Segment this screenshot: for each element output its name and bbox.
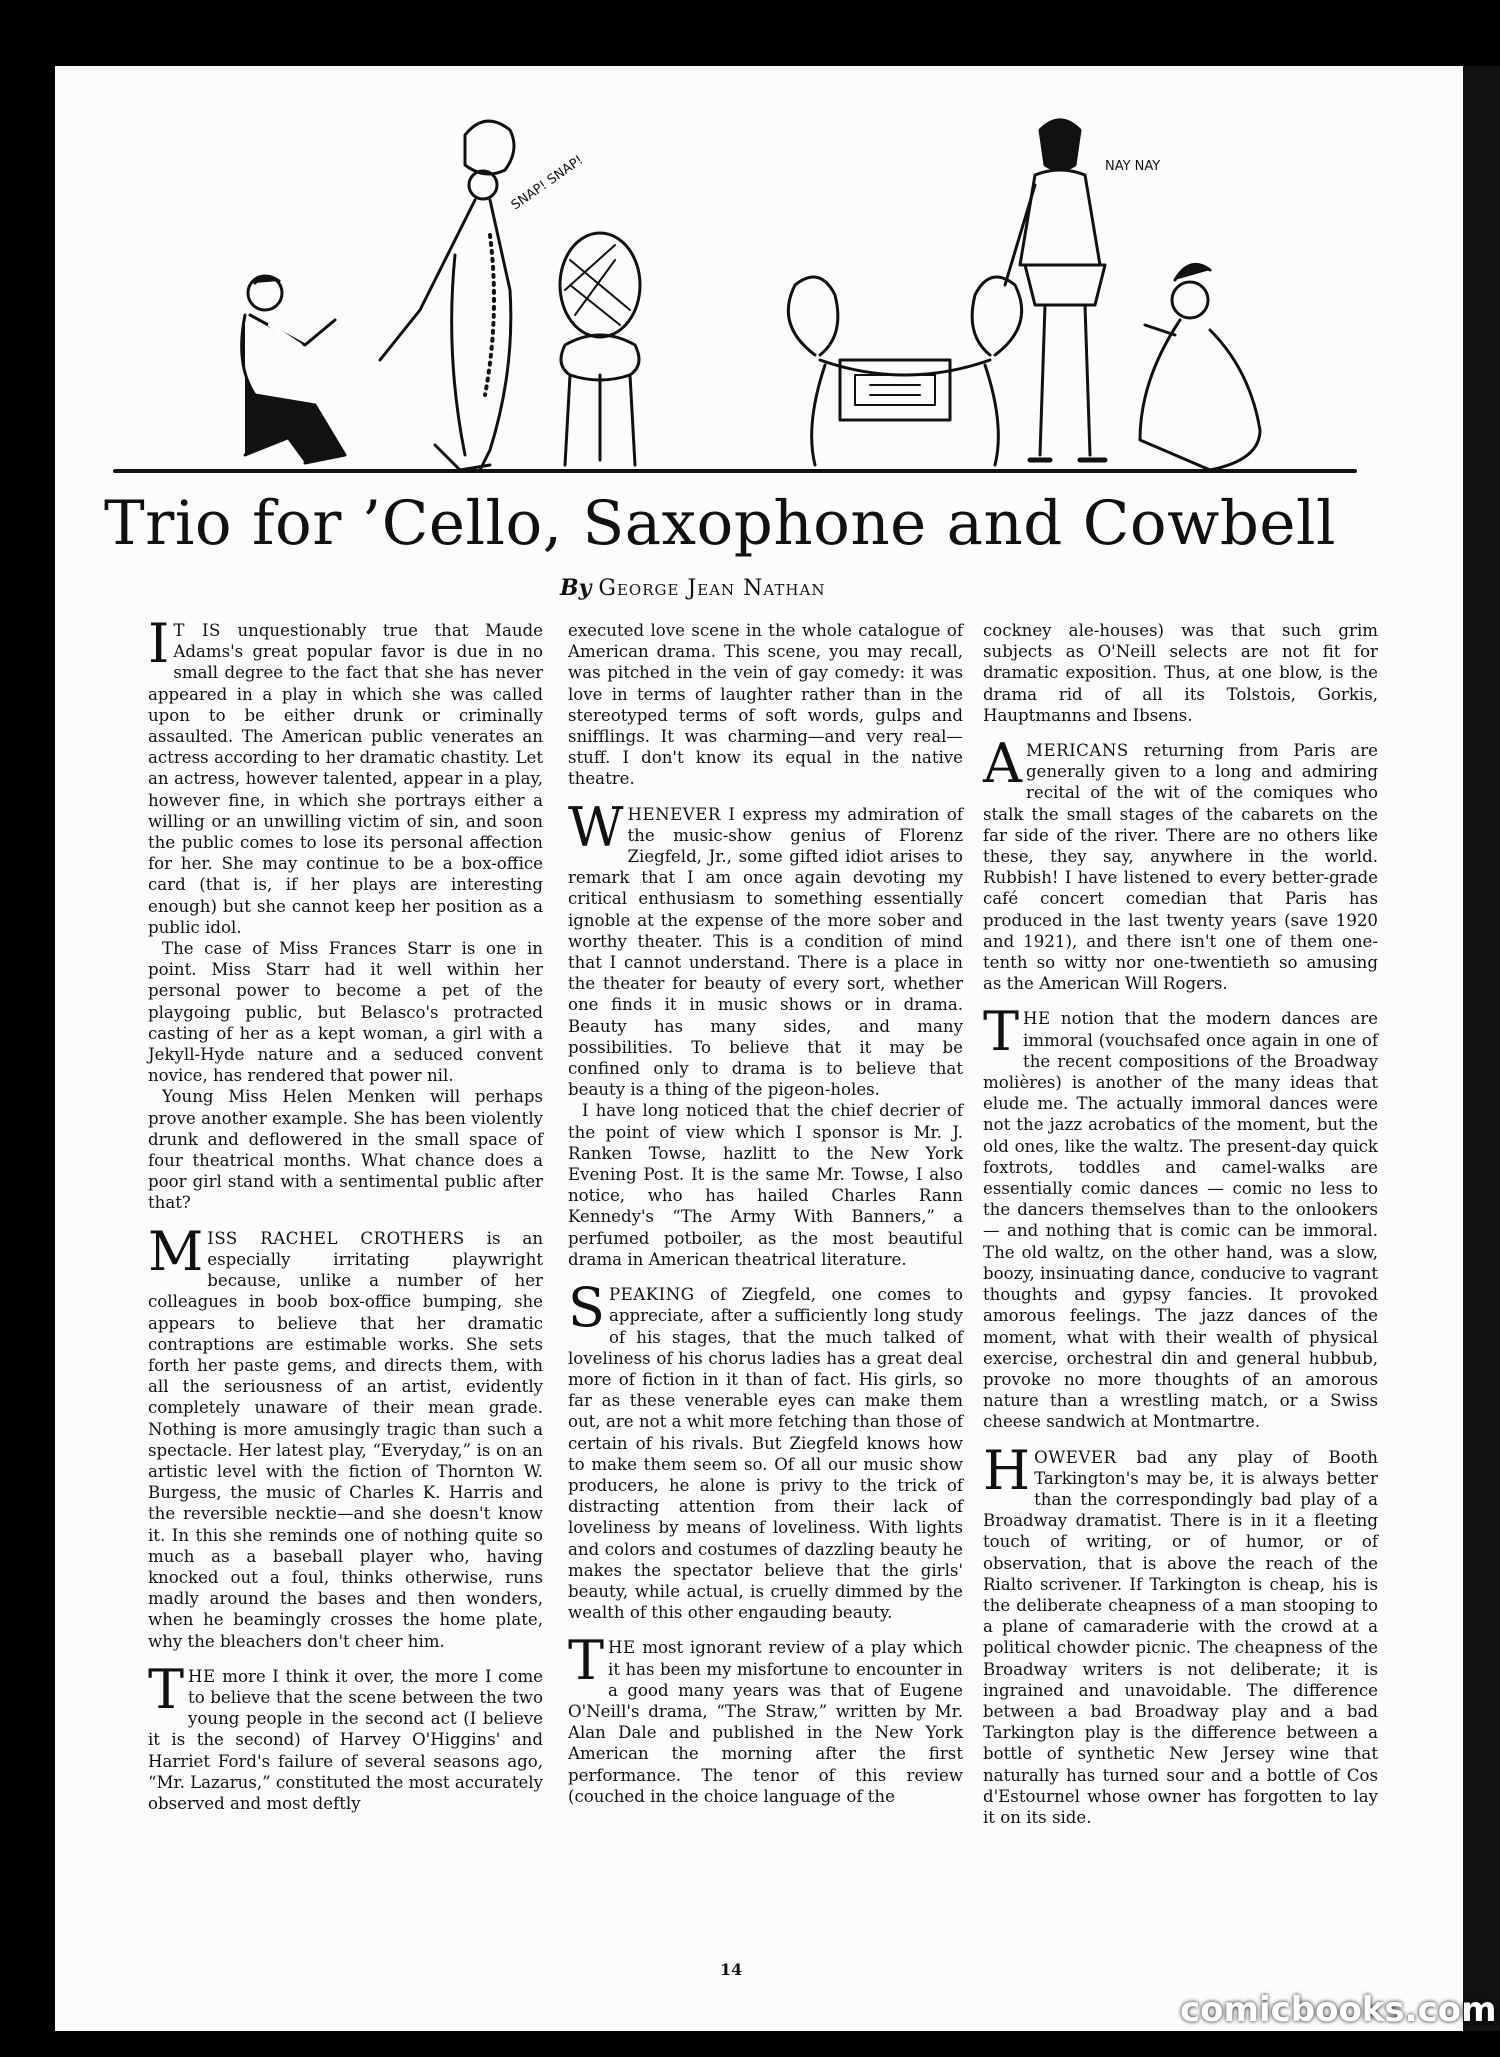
paragraph	[568, 1276, 963, 1623]
paragraph	[568, 795, 963, 1101]
paragraph	[983, 732, 1378, 994]
paragraph	[568, 1100, 963, 1270]
paragraph-text: of Ziegfeld, one comes to appreciate, after a sufficiently long study of his stages, that the much talked of loveliness of his chorus ladies has a great deal more of fiction in it than of fact. His girls, so far as these venerable eyes can make them out, are not a whit more fetching than those of certain of his rivals. But Ziegfeld knows how to make them seem so. Of all our music show producers, he alone is privy to the trick of distracting attention from their lack of loveliness by means of loveliness. With lights and colors and costumes of dazzling beauty he makes the spectator believe that the girls' beauty, while actual, is cruelly dimmed by the wealth of this other engauding beauty.	[568, 1285, 963, 1623]
paragraph-text: The case of Miss Frances Starr is one in point. Miss Starr had it well within her personal power to become a pet of the playgoing public, but Belasco's protracted casting of her as a kept woman, a girl with a Jekyll-Hyde nature and a seduced convent novice, has rendered that power nil.	[148, 939, 543, 1086]
lead-in: OWEVER	[1034, 1447, 1117, 1467]
drop-cap: A	[983, 732, 1022, 796]
drop-cap: S	[568, 1276, 605, 1340]
paragraph	[983, 620, 1378, 726]
byline-author: George Jean Nathan	[598, 576, 826, 601]
watermark: comicbooks.com	[1180, 1990, 1497, 2030]
paragraph	[148, 1086, 543, 1213]
text-column-1	[148, 612, 544, 1814]
lead-in: MERICANS	[1026, 741, 1129, 761]
lead-in: HE	[188, 1666, 216, 1686]
paragraph-text: most ignorant review of a play which it has been my misfortune to encounter in a good many years was that of Eugene O'Neill's drama, “The Straw,” written by Mr. Alan Dale and published in the New York American the morning after the first performance. The tenor of this review (couched in the choice language of the	[568, 1638, 963, 1806]
text-column-3	[983, 620, 1378, 1828]
article-title: Trio for ’Cello, Saxophone and Cowbell	[103, 488, 1336, 559]
paragraph	[568, 1629, 963, 1807]
paragraph-text: Young Miss Helen Menken will perhaps prove another example. She has been violently drunk and deflowered in the small space of four theatrical months. What chance does a poor girl stand with a sentimental public after that?	[148, 1087, 543, 1213]
lead-in: PEAKING	[609, 1285, 695, 1305]
paragraph-text: I express my admiration of the music-show genius of Florenz Ziegfeld, Jr., some gifted idiot arises to remark that I am once again devoting my critical enthusiasm to something essentially ignoble at the expense of the more sober and worthy theater. This is a condition of mind that I cannot understand. There is a place in the theater for beauty of every sort, whether one finds it in music shows or in drama. Beauty has many sides, and many possibilities. To believe that it may be confined only to drama is to believe that beauty is a thing of the pigeon-holes.	[568, 804, 963, 1100]
lead-in: ISS RACHEL CROTHERS	[207, 1228, 465, 1248]
facing-page-edge	[1463, 66, 1500, 2031]
byline-by: By	[560, 575, 592, 601]
sound-effect-left: SNAP! SNAP!	[508, 152, 587, 214]
drop-cap: H	[983, 1438, 1031, 1502]
kneeling-man-figure	[242, 276, 345, 463]
drop-cap: W	[568, 795, 624, 859]
paragraph-text: more I think it over, the more I come to believe that the scene between the two young people in the second act (I believe it is the second) of Harvey O'Higgins' and Harriet Ford's failure of several seasons ago, “Mr. Lazarus,” constituted the most accurately observed and most deftly	[148, 1666, 543, 1813]
ornate-chair	[560, 233, 640, 465]
sound-effect-right: NAY NAY	[1105, 159, 1161, 174]
paragraph	[568, 620, 963, 790]
drop-cap: T	[568, 1629, 605, 1693]
text-column-2	[568, 620, 963, 1807]
paragraph	[148, 1219, 544, 1652]
drop-cap: M	[148, 1219, 204, 1283]
curved-bench	[788, 277, 1021, 465]
paragraph-text: cockney ale-houses) was that such grim subjects as O'Neill selects are not fit for dramatic exposition. Thus, at one blow, is the drama rid of all its Tolstois, Gorkis, Hauptmanns and Ibsens.	[983, 621, 1378, 725]
paragraph-text: notion that the modern dances are immoral (vouchsafed once again in one of the recent compositions of the Broadway molières) is another of the many ideas that elude me. The actually immoral dances were not the jazz acrobatics of the moment, but the old ones, like the waltz. The present-day quick foxtrots, toddles and camel-walks are essentially comic dances — comic no less to the dancers themselves than to the onlookers — and nothing that is comic can be immoral. The old waltz, on the other hand, was a slow, boozy, insinuating dance, conducive to vagrant thoughts and gypsy fancies. It provoked amorous feelings. The jazz dances of the moment, what with their wealth of physical exercise, orchestral din and general hubbub, provoke no more thoughts of an amorous nature than a wrestling match, or a Swiss cheese sandwich at Montmartre.	[983, 1009, 1378, 1432]
byline	[560, 575, 1060, 601]
standing-man-figure	[1005, 120, 1105, 460]
drop-cap: T	[148, 1657, 185, 1721]
drop-cap: T	[983, 1000, 1020, 1064]
lead-in: T IS	[173, 621, 221, 640]
paragraph	[148, 612, 543, 938]
paragraph-text: unquestionably true that Maude Adams's great popular favor is due in no small degree to the fact that she has never appeared in a play in which she was called upon to be either drunk or criminally assaulted. The American public venerates an actress according to her dramatic chastity. Let an actress, however talented, appear in a play, however fine, in which she portrays either a willing or an unwilling victim of sin, and soon the public comes to lose its personal affection for her. She may continue to be a box-office card (that is, if her plays are interesting enough) but she cannot keep her position as a public idol.	[148, 621, 543, 937]
kneeling-woman-figure	[1140, 264, 1260, 470]
paragraph	[983, 1438, 1378, 1829]
header-illustration	[95, 75, 1375, 485]
lead-in: HENEVER	[627, 804, 721, 824]
paragraph	[983, 1000, 1378, 1432]
paragraph-text: bad any play of Booth Tarkington's may be, it is always better than the correspondingly bad play of a Broadway dramatist. There is in it a fleeting touch of writing, or of humor, or of observation, that is above the reach of the Rialto scrivener. If Tarkington is cheap, his is the deliberate cheapness of a man stooping to a plane of camaraderie with the crowd at a political chowder picnic. The cheapness of the Broadway writers is not deliberate; it is ingrained and unavoidable. The difference between a bad Broadway play and a bad Tarkington play is the difference between a bottle of synthetic New Jersey wine that naturally has turned sour and a bottle of Cos d'Estournel whose owner has forgotten to lay it on its side.	[983, 1447, 1378, 1827]
paragraph-text: I have long noticed that the chief decrier of the point of view which I sponsor is Mr. J. Ranken Towse, hazlitt to the New York Evening Post. It is the same Mr. Towse, I also notice, who has hailed Charles Rann Kennedy's “The Army With Banners,” a perfumed potboiler, as the most beautiful drama in American theatrical literature.	[568, 1101, 963, 1269]
paragraph-text: returning from Paris are generally given to a long and admiring recital of the wit of the comiques who stalk the small stages of the cabarets on the far side of the river. There are no others like these, they say, anywhere in the world. Rubbish! I have listened to every better-grade café concert comedian that Paris has produced in the last twenty years (save 1920 and 1921), and there isn't one of them one-tenth so witty nor one-twentieth so amusing as the American Will Rogers.	[983, 741, 1378, 994]
page-number: 14	[720, 1960, 743, 1979]
lead-in: HE	[1023, 1009, 1051, 1029]
paragraph	[148, 938, 543, 1086]
drop-cap: I	[148, 612, 170, 675]
paragraph-text: is an especially irritating playwright because, unlike a number of her colleagues in boob box-office bumping, she appears to believe that her dramatic contraptions are estimable works. She sets forth her paste gems, and directs them, with all the seriousness of an artist, evidently completely unaware of their mean grade. Nothing is more amusingly tragic than such a spectacle. Her latest play, “Everyday,” is on an artistic level with the fiction of Thornton W. Burgess, the music of Charles K. Harris and the reversible necktie—and she doesn't know it. In this she reminds one of nothing quite so much as a baseball player who, having knocked out a foul, thinks otherwise, runs madly around the bases and then wonders, when he beamingly crosses the home plate, why the bleachers don't cheer him.	[148, 1228, 544, 1651]
lead-in: HE	[608, 1638, 636, 1658]
paragraph-text: executed love scene in the whole catalogue of American drama. This scene, you may recall, was pitched in the vein of gay comedy: it was love in terms of laughter rather than in the stereotyped terms of soft words, gulps and snifflings. It was charming—and very real—stuff. I don't know its equal in the native theatre.	[568, 621, 963, 789]
tall-woman-figure	[380, 121, 514, 470]
paragraph	[148, 1657, 543, 1814]
